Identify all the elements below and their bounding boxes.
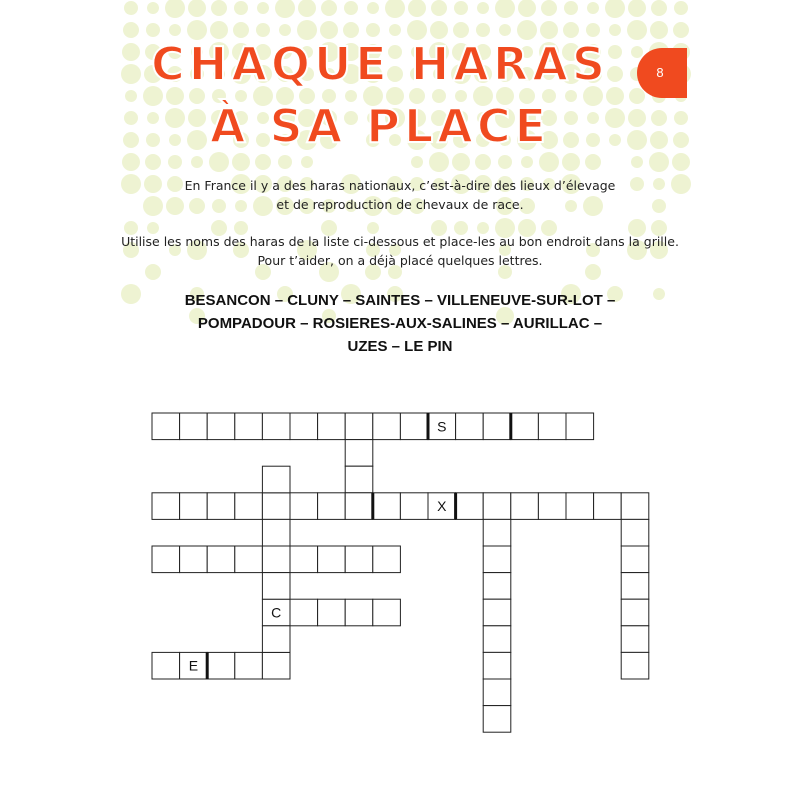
crossword-cell[interactable] bbox=[483, 652, 511, 679]
crossword-cell[interactable] bbox=[373, 546, 401, 573]
word-list-line: BESANCON – CLUNY – SAINTES – VILLENEUVE-SUR-LOT – bbox=[184, 292, 616, 309]
crossword-cell[interactable] bbox=[290, 413, 318, 440]
crossword-cell[interactable] bbox=[511, 493, 539, 520]
crossword-cell[interactable] bbox=[235, 413, 263, 440]
prefilled-letter: E bbox=[188, 657, 199, 674]
crossword-cell[interactable] bbox=[456, 493, 484, 520]
crossword-cell[interactable] bbox=[207, 652, 235, 679]
crossword-cell[interactable] bbox=[594, 493, 622, 520]
crossword-cell[interactable] bbox=[290, 599, 318, 626]
prefilled-letter: X bbox=[437, 498, 447, 515]
crossword-cell[interactable] bbox=[483, 546, 511, 573]
crossword-cell[interactable] bbox=[290, 493, 318, 520]
crossword-cell[interactable] bbox=[262, 546, 290, 573]
crossword-cell[interactable] bbox=[511, 413, 539, 440]
crossword-cell[interactable] bbox=[345, 493, 373, 520]
crossword-cell[interactable] bbox=[538, 413, 566, 440]
page-title-text-2: À SA PLACE bbox=[209, 99, 551, 153]
crossword-cell[interactable] bbox=[318, 599, 346, 626]
crossword-cell[interactable] bbox=[345, 466, 373, 493]
crossword-cell[interactable] bbox=[345, 413, 373, 440]
crossword-cell[interactable] bbox=[345, 546, 373, 573]
crossword-cell[interactable] bbox=[235, 546, 263, 573]
crossword-cell[interactable] bbox=[373, 493, 401, 520]
crossword-cell[interactable] bbox=[483, 626, 511, 653]
prefilled-letter: S bbox=[437, 418, 447, 435]
crossword-cell[interactable] bbox=[621, 493, 649, 520]
crossword-cell[interactable] bbox=[152, 493, 180, 520]
crossword-cell[interactable] bbox=[483, 679, 511, 706]
crossword-cell[interactable] bbox=[400, 413, 428, 440]
crossword-cell[interactable] bbox=[180, 546, 208, 573]
crossword-cell[interactable] bbox=[207, 546, 235, 573]
crossword-cell[interactable] bbox=[566, 493, 594, 520]
crossword-cell[interactable] bbox=[621, 599, 649, 626]
word-list-line: POMPADOUR – ROSIERES-AUX-SALINES – AURILLAC – bbox=[197, 315, 603, 332]
crossword-cell[interactable] bbox=[621, 546, 649, 573]
crossword-cell[interactable] bbox=[318, 493, 346, 520]
intro-line: En France il y a des haras nationaux, c’est-à-dire des lieux d’élevage bbox=[184, 178, 616, 193]
crossword-cell[interactable] bbox=[318, 546, 346, 573]
crossword-cell[interactable] bbox=[538, 493, 566, 520]
crossword-cell[interactable] bbox=[235, 493, 263, 520]
crossword-cell[interactable] bbox=[483, 519, 511, 546]
crossword-cell[interactable] bbox=[262, 652, 290, 679]
crossword-cell[interactable] bbox=[621, 626, 649, 653]
crossword-cell[interactable] bbox=[235, 652, 263, 679]
crossword-cell[interactable] bbox=[262, 573, 290, 600]
crossword-cell[interactable] bbox=[152, 546, 180, 573]
crossword-cell[interactable] bbox=[262, 493, 290, 520]
intro-line: et de reproduction de chevaux de race. bbox=[276, 197, 524, 212]
crossword-cell[interactable] bbox=[262, 626, 290, 653]
page-number-badge: 8 bbox=[637, 48, 687, 98]
crossword-cell[interactable] bbox=[180, 413, 208, 440]
crossword-cell[interactable] bbox=[483, 493, 511, 520]
crossword-cell[interactable] bbox=[262, 413, 290, 440]
crossword-cell[interactable] bbox=[152, 413, 180, 440]
crossword-cell[interactable] bbox=[207, 493, 235, 520]
crossword-cell[interactable] bbox=[345, 440, 373, 467]
crossword-cell[interactable] bbox=[621, 519, 649, 546]
crossword-cell[interactable] bbox=[318, 413, 346, 440]
crossword-cell[interactable] bbox=[207, 413, 235, 440]
crossword-cell[interactable] bbox=[262, 519, 290, 546]
crossword-cell[interactable] bbox=[483, 413, 511, 440]
word-list-line: UZES – LE PIN bbox=[347, 338, 453, 355]
crossword-cell[interactable] bbox=[290, 546, 318, 573]
crossword-cell[interactable] bbox=[152, 652, 180, 679]
intro-line: Utilise les noms des haras de la liste ci-dessous et place-les au bon endroit dans la grille. bbox=[121, 234, 679, 249]
crossword-cell[interactable] bbox=[483, 706, 511, 733]
crossword-cell[interactable] bbox=[345, 599, 373, 626]
crossword-cell[interactable] bbox=[262, 466, 290, 493]
crossword-cell[interactable] bbox=[483, 573, 511, 600]
crossword-cell[interactable] bbox=[373, 413, 401, 440]
crossword-cell[interactable] bbox=[621, 573, 649, 600]
crossword-cell[interactable] bbox=[373, 599, 401, 626]
crossword-cell[interactable] bbox=[566, 413, 594, 440]
crossword-cell[interactable] bbox=[180, 493, 208, 520]
intro-line: Pour t’aider, on a déjà placé quelques lettres. bbox=[257, 253, 543, 268]
crossword-cell[interactable] bbox=[400, 493, 428, 520]
crossword-cell[interactable] bbox=[483, 599, 511, 626]
prefilled-letter: C bbox=[271, 604, 282, 621]
crossword-cell[interactable] bbox=[456, 413, 484, 440]
page-title-text-1: CHAQUE HARAS bbox=[150, 37, 609, 91]
crossword-cell[interactable] bbox=[621, 652, 649, 679]
